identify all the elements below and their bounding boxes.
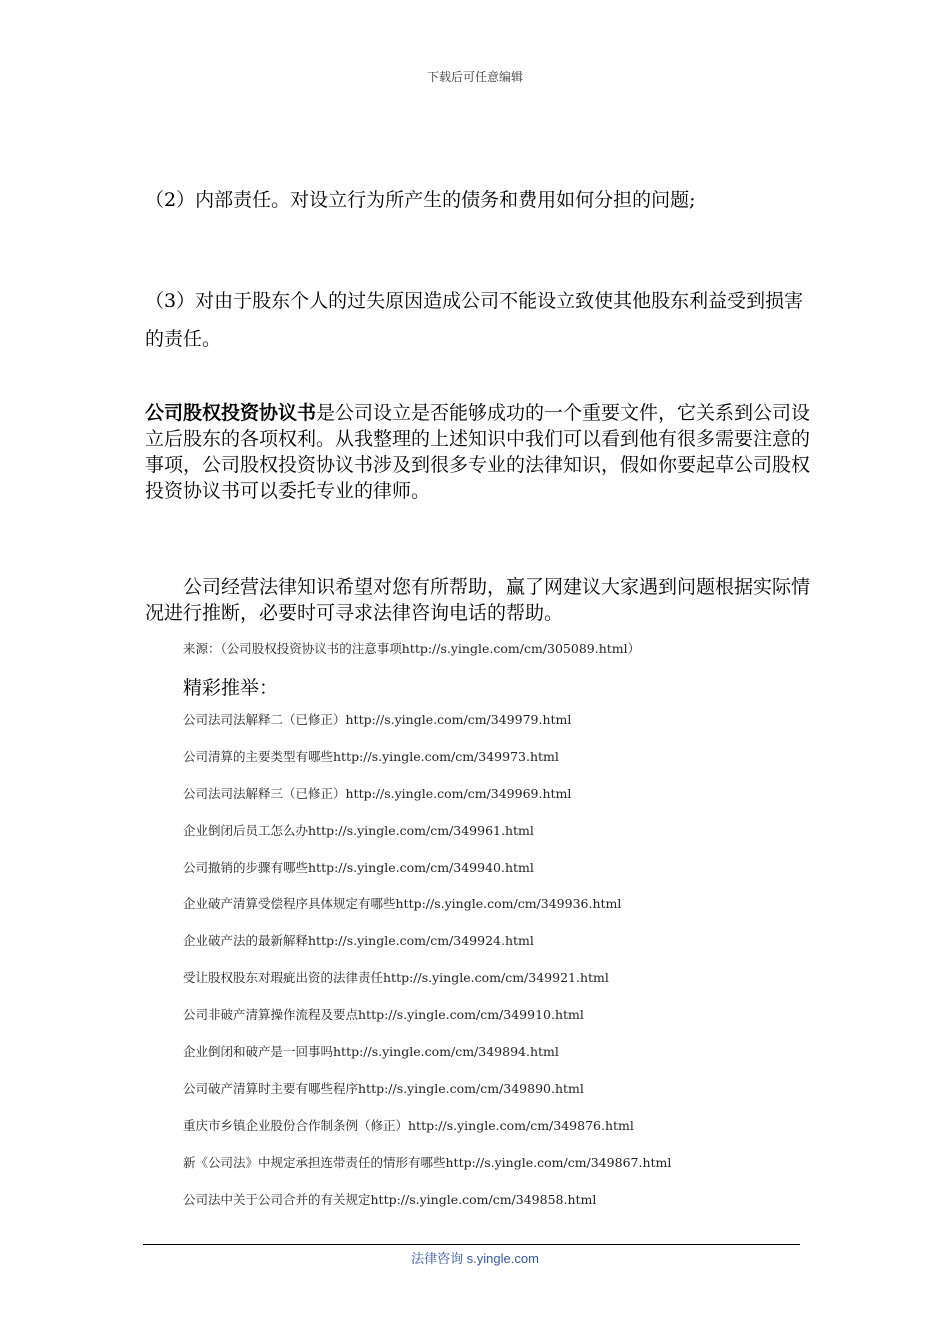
recommend-item[interactable]: 企业倒闭后员工怎么办http://s.yingle.com/cm/349961.html: [183, 822, 534, 838]
recommend-item[interactable]: 公司法司法解释三（已修正）http://s.yingle.com/cm/349969.html: [183, 785, 572, 801]
recommend-item[interactable]: 公司破产清算时主要有哪些程序http://s.yingle.com/cm/349890.html: [183, 1080, 584, 1096]
recommend-list: [183, 710, 671, 1226]
source-line: 来源：（公司股权投资协议书的注意事项http://s.yingle.com/cm/305089.html）: [183, 641, 641, 656]
recommend-item[interactable]: 公司非破产清算操作流程及要点http://s.yingle.com/cm/349910.html: [183, 1007, 584, 1023]
recommend-item[interactable]: 企业倒闭和破产是一回事吗http://s.yingle.com/cm/349894.html: [183, 1044, 559, 1060]
recommend-item[interactable]: 受让股权股东对瑕疵出资的法律责任http://s.yingle.com/cm/349921.html: [183, 970, 609, 986]
paragraph-internal-liability: （2）内部责任。对设立行为所产生的债务和费用如何分担的问题;: [145, 189, 696, 211]
footer-divider: [143, 1244, 800, 1245]
paragraph-summary: [145, 400, 815, 504]
header-note: 下载后可任意编辑: [426, 70, 523, 84]
paragraph-shareholder-fault: （3）对由于股东个人的过失原因造成公司不能设立致使其他股东利益受到损害的责任。: [145, 290, 804, 350]
recommend-item[interactable]: 重庆市乡镇企业股份合作制条例（修正）http://s.yingle.com/cm/349876.html: [183, 1117, 634, 1133]
recommend-item[interactable]: 企业破产法的最新解释http://s.yingle.com/cm/349924.html: [183, 933, 534, 949]
summary-bold-term: 公司股权投资协议书: [145, 402, 317, 424]
recommend-item[interactable]: 新《公司法》中规定承担连带责任的情形有哪些http://s.yingle.com/cm/349867.html: [183, 1154, 672, 1170]
recommend-item[interactable]: 公司撤销的步骤有哪些http://s.yingle.com/cm/349940.html: [183, 859, 534, 875]
summary-text: 是公司设立是否能够成功的一个重要文件，它关系到公司设立后股东的各项权利。从我整理的上述知识中我们可以看到他有很多需要注意的事项，公司股权投资协议书涉及到很多专业的法律知识，假如你要起草公司股权投资协议书可以委托专业的律师。: [145, 402, 811, 502]
recommend-item[interactable]: 公司法司法解释二（已修正）http://s.yingle.com/cm/349979.html: [183, 712, 572, 727]
paragraph-closing: 公司经营法律知识希望对您有所帮助，赢了网建议大家遇到问题根据实际情况进行推断，必要时可寻求法律咨询电话的帮助。: [145, 576, 811, 624]
footer-link[interactable]: 法律咨询 s.yingle.com: [411, 1251, 539, 1266]
recommend-item[interactable]: 公司法中关于公司合并的有关规定http://s.yingle.com/cm/349858.html: [183, 1191, 597, 1207]
recommend-heading: 精彩推举：: [183, 677, 279, 699]
recommend-item[interactable]: 企业破产清算受偿程序具体规定有哪些http://s.yingle.com/cm/349936.html: [183, 896, 622, 912]
recommend-item[interactable]: 公司清算的主要类型有哪些http://s.yingle.com/cm/349973.html: [183, 748, 559, 764]
